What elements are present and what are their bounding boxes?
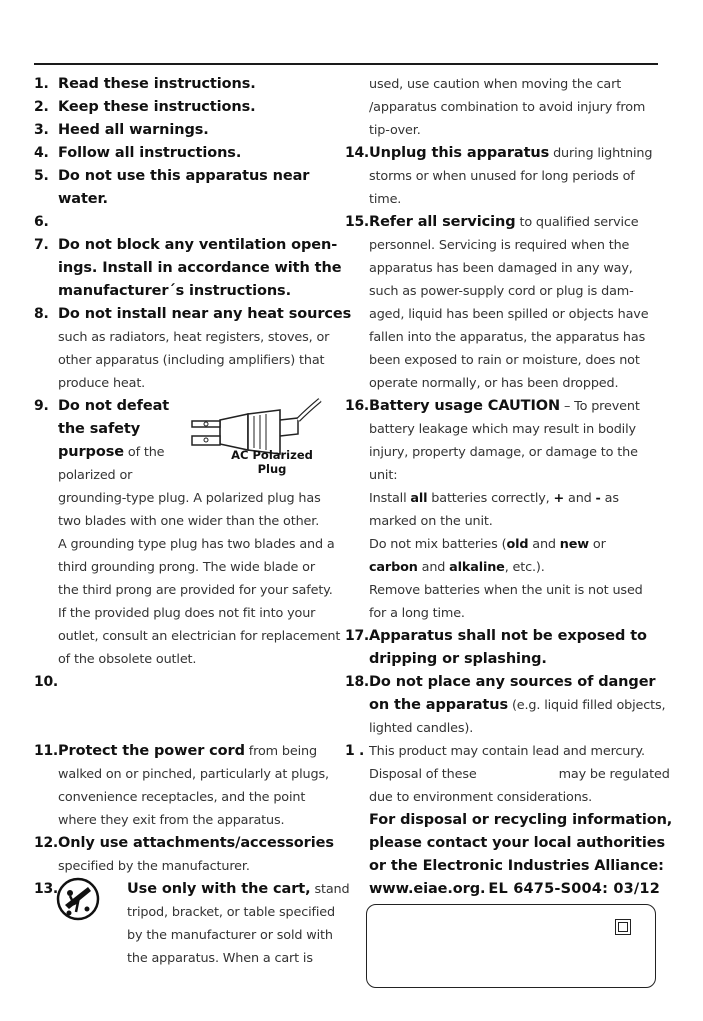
item-text: injury, property damage, or damage to the: [369, 445, 638, 460]
item-text: aged, liquid has been spilled or objects have: [369, 307, 649, 322]
item-5: [34, 165, 336, 211]
item-heading: Do not block any ventilation open-: [58, 237, 338, 253]
left-column: [34, 73, 352, 970]
item-16: [345, 395, 658, 625]
item-number: 3.: [34, 122, 49, 138]
plug-caption-line: Plug: [257, 462, 287, 476]
item-text: been exposed to rain or moisture, does not: [369, 353, 640, 368]
item-text: other apparatus (including amplifiers) that: [58, 353, 325, 368]
item-heading: dripping or splashing.: [369, 651, 547, 667]
text-fragment: carbon: [369, 560, 418, 575]
item-text: by the manufacturer or sold with: [127, 928, 333, 943]
text-fragment: as: [600, 491, 619, 506]
item-heading: Heed all warnings.: [58, 122, 209, 138]
item-number: 11.: [34, 743, 58, 759]
text-fragment: Install: [369, 491, 411, 506]
item-text: to qualified service: [515, 215, 639, 230]
item-number: 16.: [345, 398, 369, 414]
item-text: used, use caution when moving the cart: [369, 77, 622, 92]
item-number: 5.: [34, 168, 49, 184]
right-column: [345, 73, 673, 901]
item-18: [345, 671, 666, 740]
item-number: 1.: [34, 76, 49, 92]
item-text: stand: [310, 882, 350, 897]
item-text: – To prevent: [560, 399, 640, 414]
text-fragment: and: [564, 491, 596, 506]
item-heading: the safety: [58, 421, 141, 437]
item-text: two blades with one wider than the other.: [58, 514, 320, 529]
item-text: of the: [123, 445, 165, 460]
item-heading: on the apparatus: [369, 697, 509, 713]
item-number: 14.: [345, 145, 369, 161]
item-text: This product may contain lead and mercury.: [369, 744, 645, 759]
text-fragment: batteries correctly,: [427, 491, 554, 506]
item-text: grounding-type plug. A polarized plug has: [58, 491, 321, 506]
item-10: [34, 671, 336, 740]
item-text: lighted candles).: [369, 721, 474, 736]
item-text: the third prong are provided for your safety.: [58, 583, 333, 598]
item-text: walked on or pinched, particularly at plugs,: [58, 767, 329, 782]
item-11: [34, 740, 336, 832]
item-number: 9.: [34, 398, 49, 414]
item-heading: Only use attachments/accessories: [58, 835, 334, 851]
item-6: [34, 211, 336, 234]
item-number: 4.: [34, 145, 49, 161]
item-heading: Do not use this apparatus near: [58, 168, 310, 184]
item-text: such as power-supply cord or plug is dam-: [369, 284, 634, 299]
item-number: 1 .: [345, 743, 365, 759]
item-text: convenience receptacles, and the point: [58, 790, 306, 805]
item-text: produce heat.: [58, 376, 146, 391]
cart-tip-over-warning-icon: [56, 872, 100, 922]
item-13-continued: [345, 73, 658, 142]
item-number: 2.: [34, 99, 49, 115]
item-1: [34, 73, 336, 96]
item-text: the apparatus. When a cart is: [127, 951, 313, 966]
text-fragment: new: [559, 537, 589, 552]
item-heading: Read these instructions.: [58, 76, 256, 92]
item-text: time.: [369, 192, 402, 207]
item-text: /apparatus combination to avoid injury from: [369, 100, 646, 115]
top-rule: [34, 63, 658, 65]
item-17: [345, 625, 658, 671]
item-text: tripod, bracket, or table specified: [127, 905, 335, 920]
minus-sign: -: [595, 491, 601, 506]
item-text: battery leakage which may result in bodily: [369, 422, 636, 437]
item-heading: Protect the power cord: [58, 743, 245, 759]
item-heading: Keep these instructions.: [58, 99, 256, 115]
item-text: specified by the manufacturer.: [58, 859, 250, 874]
item-heading: Do not install near any heat sources: [58, 306, 352, 322]
battery-mix-line: [369, 533, 658, 556]
item-number: 6.: [34, 214, 49, 230]
text-fragment: old: [506, 537, 529, 552]
item-7: [34, 234, 342, 303]
item-number: 7.: [34, 237, 49, 253]
item-text: [369, 763, 670, 786]
item-heading: Unplug this apparatus: [369, 145, 550, 161]
text-fragment: and: [417, 560, 450, 575]
item-text: marked on the unit.: [369, 514, 493, 529]
item-text: of the obsolete outlet.: [58, 652, 197, 667]
checkbox-icon[interactable]: [615, 919, 631, 935]
item-heading: ings. Install in accordance with the: [58, 260, 342, 276]
item-heading: Follow all instructions.: [58, 145, 242, 161]
item-heading: Apparatus shall not be exposed to: [369, 628, 647, 644]
disposal-info-heading: For disposal or recycling information,: [369, 812, 673, 828]
item-heading: Do not place any sources of danger: [369, 674, 656, 690]
item-text: where they exit from the apparatus.: [58, 813, 285, 828]
item-15: [345, 211, 658, 395]
item-number: 17.: [345, 628, 369, 644]
document-code: EL 6475-S004: 03/12: [488, 881, 660, 897]
text-fragment: all: [410, 491, 428, 506]
item-text: fallen into the apparatus, the apparatus has: [369, 330, 646, 345]
info-box: [366, 904, 656, 988]
item-text: outlet, consult an electrician for replacement: [58, 629, 341, 644]
item-8: [34, 303, 352, 395]
item-4: [34, 142, 336, 165]
item-text: such as radiators, heat registers, stoves, or: [58, 330, 330, 345]
item-heading: Use only with the cart,: [127, 881, 311, 897]
item-text: for a long time.: [369, 606, 465, 621]
item-text: from being: [244, 744, 317, 759]
text-fragment: Disposal of these: [369, 767, 477, 782]
text-fragment: , etc.).: [504, 560, 545, 575]
item-text: A grounding type plug has two blades and a: [58, 537, 335, 552]
item-text: during lightning: [549, 146, 653, 161]
eiae-link[interactable]: www.eiae.org.: [369, 881, 486, 897]
item-heading: Battery usage CAUTION: [369, 398, 561, 414]
disposal-info-heading: or the Electronic Industries Alliance:: [369, 858, 664, 874]
item-text: unit:: [369, 468, 398, 483]
item-14: [345, 142, 658, 211]
text-fragment: or: [588, 537, 606, 552]
item-2: [34, 96, 336, 119]
item-heading: manufacturer´s instructions.: [58, 283, 291, 299]
text-fragment: alkaline: [449, 560, 505, 575]
item-number: 13.: [34, 881, 58, 897]
plug-caption: [217, 448, 327, 476]
item-3: [34, 119, 336, 142]
battery-carbon-line: [369, 556, 658, 579]
item-text: storms or when unused for long periods of: [369, 169, 635, 184]
item-text: (e.g. liquid filled objects,: [508, 698, 666, 713]
plug-caption-line: AC Polarized: [231, 448, 313, 462]
item-text: operate normally, or has been dropped.: [369, 376, 619, 391]
text-fragment: may be regulated: [558, 767, 670, 782]
item-text: polarized or: [58, 468, 133, 483]
item-number: 18.: [345, 674, 369, 690]
disposal-info-heading: please contact your local authorities: [369, 835, 666, 851]
item-text: third grounding prong. The wide blade or: [58, 560, 315, 575]
item-19: [345, 740, 673, 901]
item-text: apparatus has been damaged in any way,: [369, 261, 633, 276]
battery-install-line: [369, 487, 658, 510]
item-text: personnel. Servicing is required when the: [369, 238, 630, 253]
item-number: 15.: [345, 214, 369, 230]
item-number: 8.: [34, 306, 49, 322]
item-text: tip-over.: [369, 123, 421, 138]
item-text: If the provided plug does not fit into your: [58, 606, 316, 621]
item-text: Remove batteries when the unit is not used: [369, 583, 643, 598]
item-number: 10.: [34, 674, 58, 690]
item-heading: Do not defeat: [58, 398, 170, 414]
item-text: due to environment considerations.: [369, 790, 593, 805]
text-fragment: Do not mix batteries (: [369, 537, 507, 552]
plus-sign: +: [553, 491, 565, 506]
text-fragment: and: [528, 537, 560, 552]
item-heading: Refer all servicing: [369, 214, 516, 230]
item-number: 12.: [34, 835, 58, 851]
item-heading: water.: [58, 191, 108, 207]
item-heading: purpose: [58, 444, 124, 460]
